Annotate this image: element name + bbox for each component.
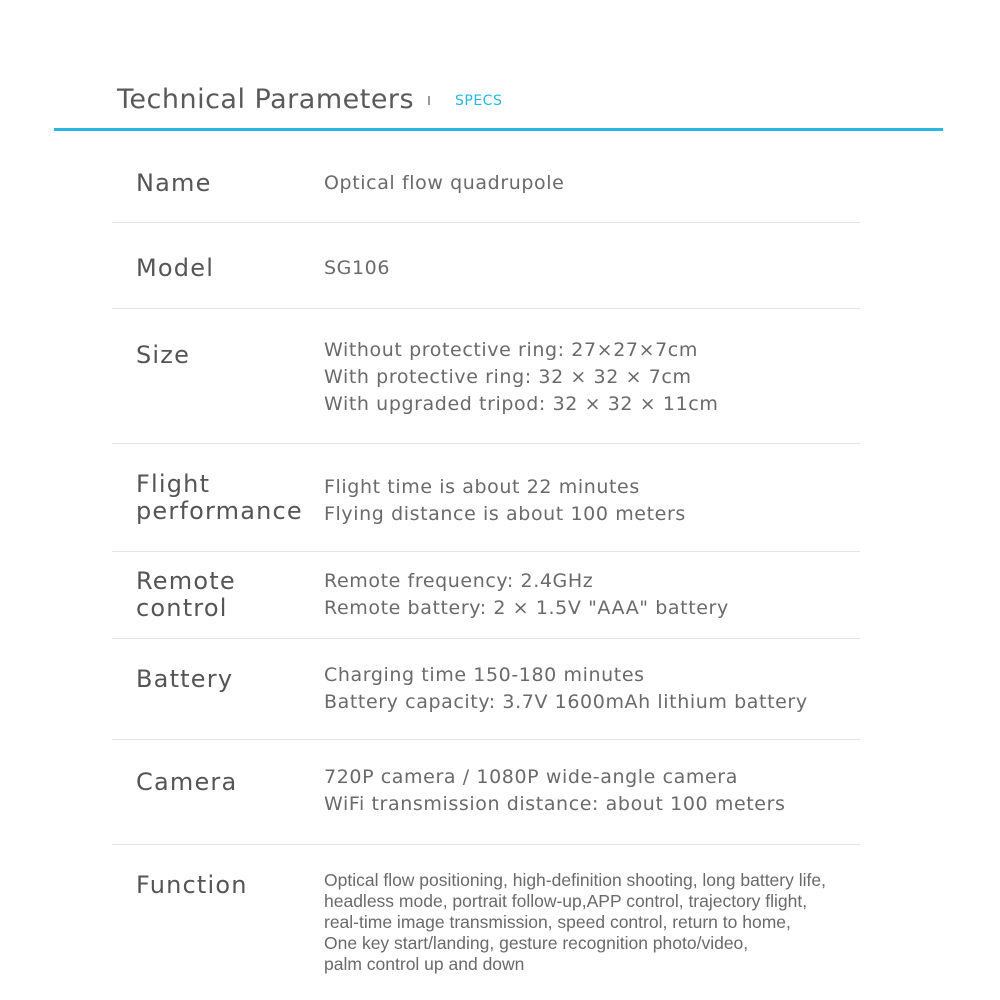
spec-row-size	[112, 309, 860, 444]
header-divider	[54, 128, 943, 131]
spec-label: Camera	[136, 768, 238, 796]
spec-row-flight	[112, 444, 860, 552]
spec-row-remote	[112, 552, 860, 639]
spec-value: Optical flow positioning, high-definition shooting, long battery life, headless mode, portrait follow-up,APP control, trajectory flight, real-time image transmission, speed control, return to home, One key start/landing, gesture recognition photo/video, palm control up and down	[324, 870, 826, 974]
spec-label: Flight performance	[136, 470, 303, 525]
spec-label: Function	[136, 871, 248, 899]
spec-row-battery	[112, 639, 860, 740]
page-subtitle: SPECS	[455, 93, 503, 109]
spec-header	[0, 0, 1000, 132]
spec-label: Size	[136, 341, 191, 369]
page-title: Technical Parameters	[117, 84, 415, 115]
spec-value: Flight time is about 22 minutes Flying distance is about 100 meters	[324, 476, 686, 525]
title-separator	[428, 96, 430, 105]
spec-value: Optical flow quadrupole	[324, 172, 565, 194]
spec-row-function	[112, 845, 860, 995]
spec-row-model	[112, 223, 860, 309]
spec-row-camera	[112, 740, 860, 845]
spec-label: Name	[136, 169, 212, 197]
spec-value: 720P camera / 1080P wide-angle camera WiFi transmission distance: about 100 meters	[324, 766, 786, 815]
spec-label: Battery	[136, 665, 234, 693]
spec-label: Model	[136, 254, 215, 282]
spec-row-name	[112, 138, 860, 223]
spec-value: Without protective ring: 27×27×7cm With protective ring: 32 × 32 × 7cm With upgraded tripod: 32 × 32 × 11cm	[324, 339, 719, 415]
spec-label: Remote control	[136, 567, 236, 622]
spec-value: Charging time 150-180 minutes Battery capacity: 3.7V 1600mAh lithium battery	[324, 664, 808, 713]
spec-value: Remote frequency: 2.4GHz Remote battery: 2 × 1.5V "AAA" battery	[324, 570, 729, 619]
spec-value: SG106	[324, 257, 391, 279]
